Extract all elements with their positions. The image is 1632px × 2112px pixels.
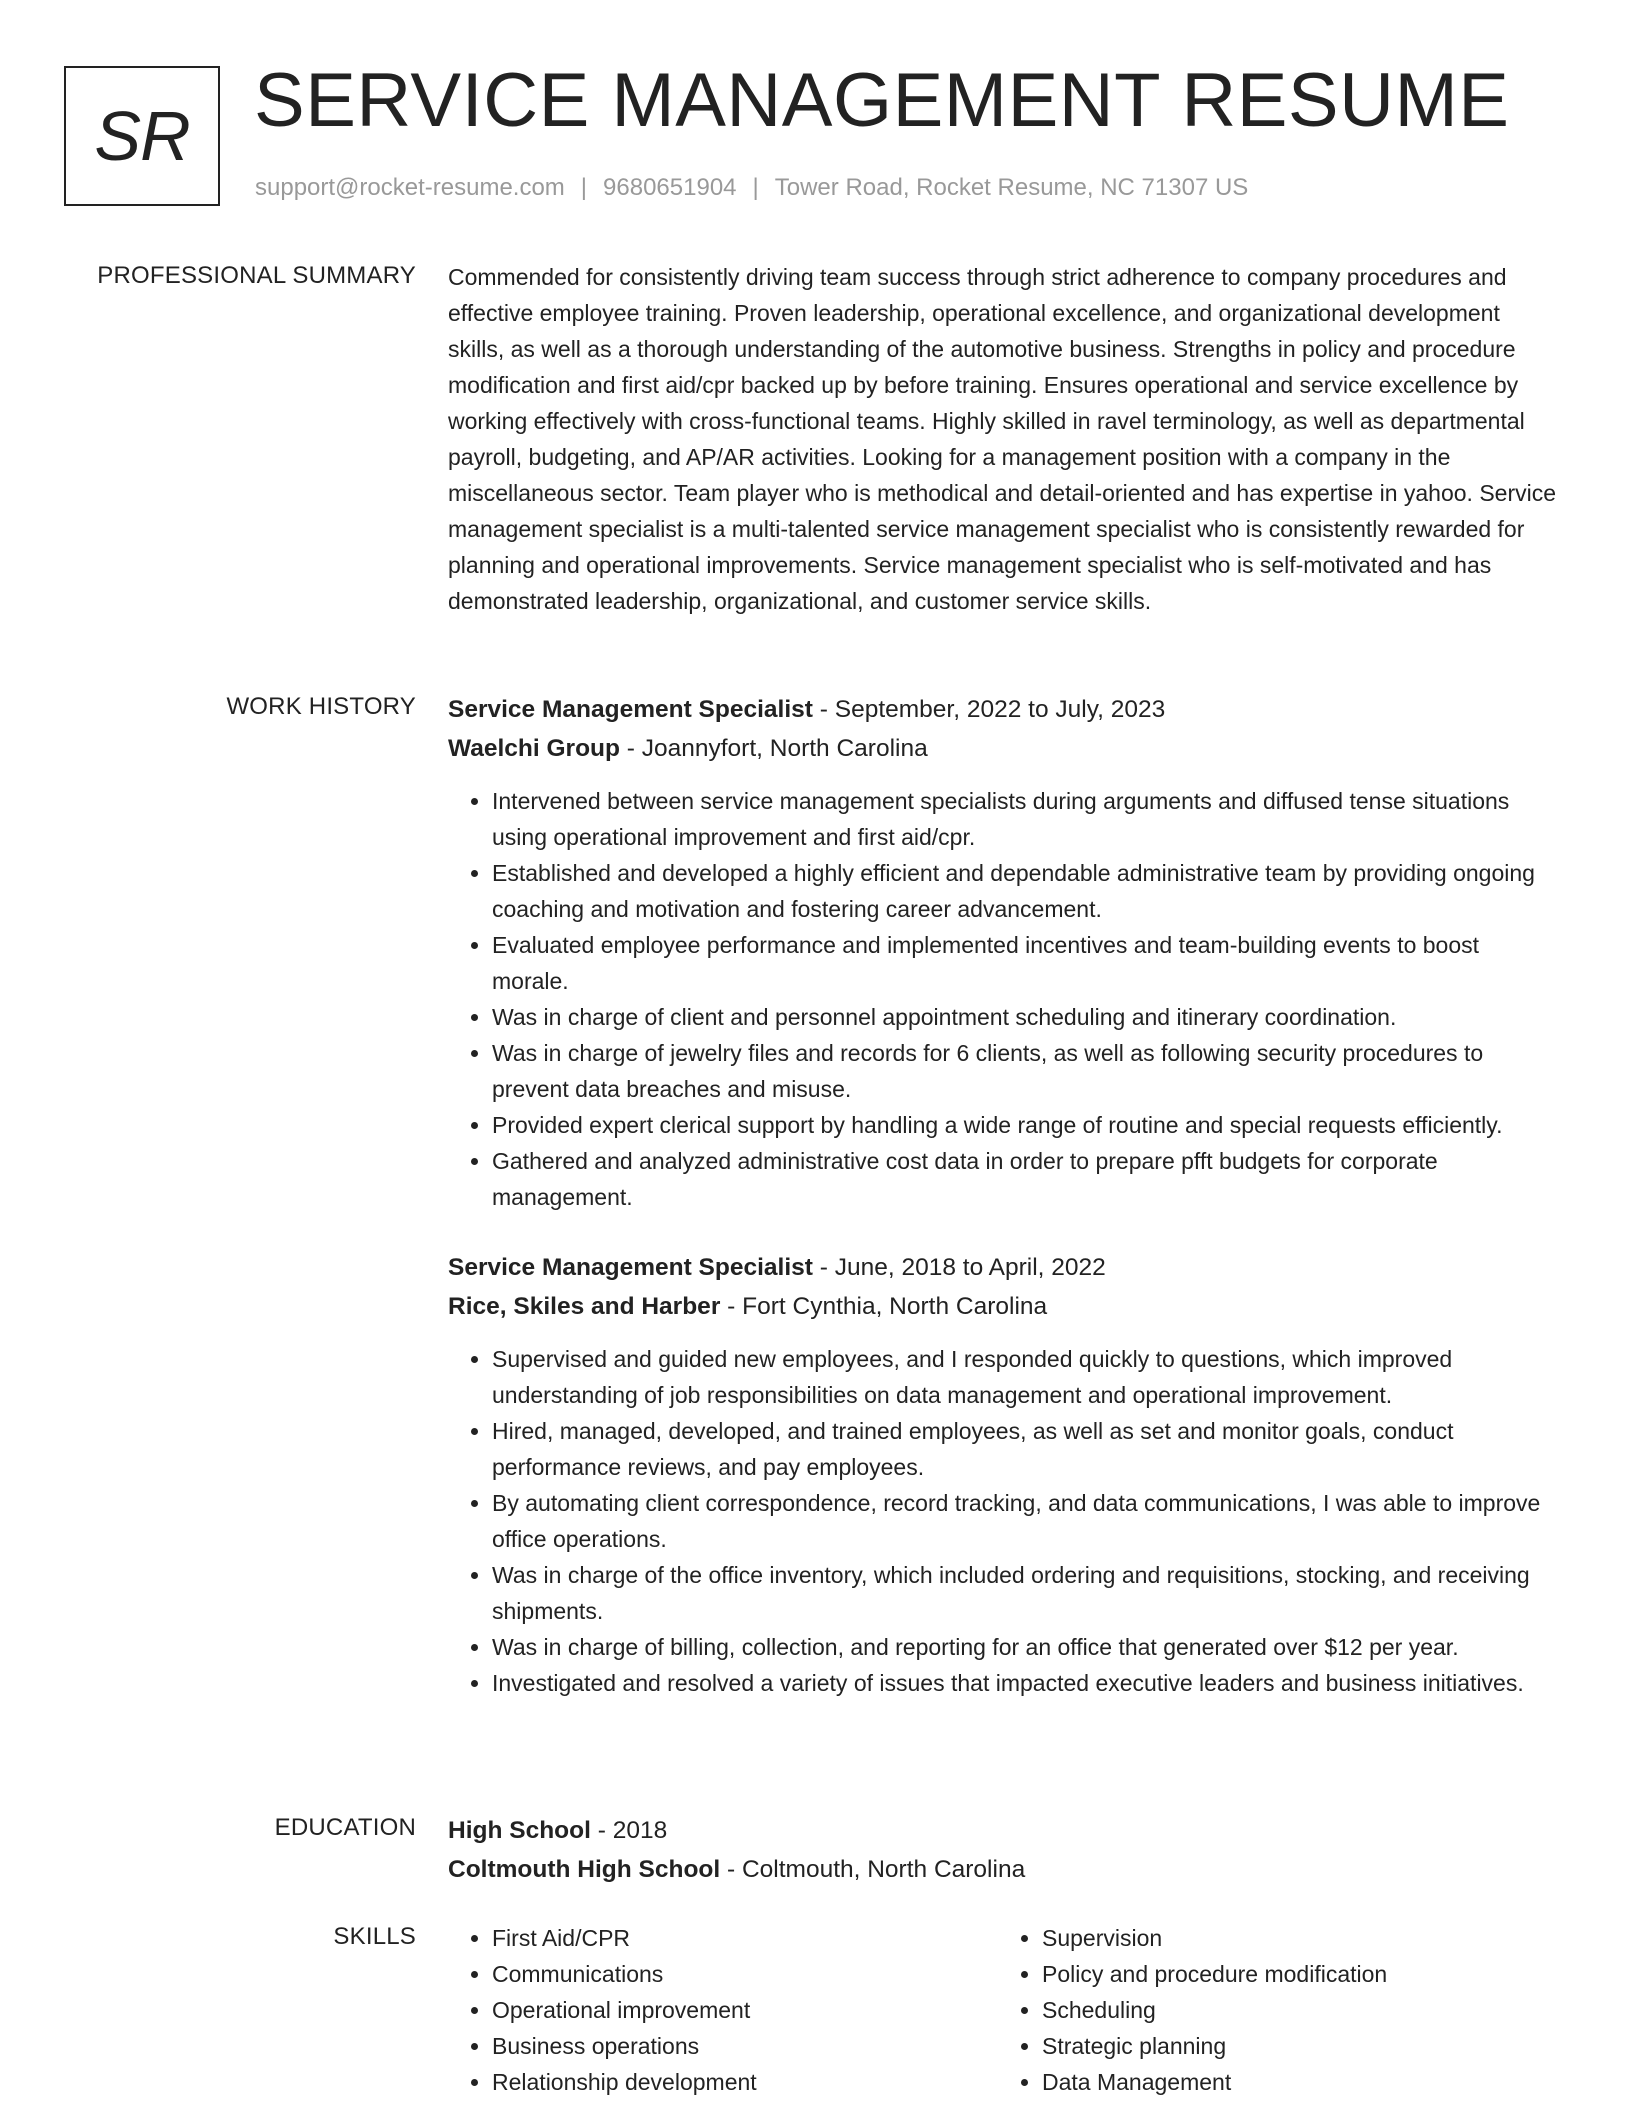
- skills-body: [448, 1920, 1560, 2100]
- education-body: [448, 1811, 1560, 1889]
- job-bullet: • Gathered and analyzed administrative cost data in order to prepare pfft budgets for corporate management.: [492, 1143, 1560, 1215]
- resume-title: SERVICE MANAGEMENT RESUME: [254, 58, 1510, 143]
- job-company-line: [448, 729, 1560, 768]
- education-school-line: [448, 1850, 1560, 1889]
- job-bullet: • Intervened between service management specialists during arguments and diffused tense situations using operational improvement and first aid/cpr.: [492, 783, 1560, 855]
- education-degree-line: [448, 1811, 1560, 1850]
- job-bullet: • Hired, managed, developed, and trained employees, as well as set and monitor goals, conduct performance reviews, and pay employees.: [492, 1413, 1560, 1485]
- skill-item: • Business operations: [492, 2028, 998, 2064]
- job-entry: [448, 690, 1560, 1215]
- contact-separator: |: [580, 174, 588, 201]
- job-company-line: [448, 1287, 1560, 1326]
- job-entry: [448, 1248, 1560, 1701]
- job-dates: - June, 2018 to April, 2022: [812, 1254, 1106, 1281]
- work-history-heading: WORK HISTORY: [226, 693, 416, 720]
- contact-phone[interactable]: 9680651904: [603, 174, 737, 201]
- job-title: Service Management Specialist: [448, 696, 813, 723]
- job-bullet: • Was in charge of client and personnel appointment scheduling and itinerary coordination.: [492, 999, 1560, 1035]
- skill-item: • First Aid/CPR: [492, 1920, 998, 1956]
- contact-separator: |: [752, 174, 759, 201]
- job-location: - Joannyfort, North Carolina: [619, 735, 928, 762]
- job-dates: - September, 2022 to July, 2023: [812, 696, 1166, 723]
- work-history-body: [448, 690, 1560, 1701]
- summary-text: Commended for consistently driving team success through strict adherence to company procedures and effective employee training. Proven leadership, operational excellence, and organizational development skills, as well as a thorough understanding of the automotive business. Strengths in policy and procedure modification and first aid/cpr backed up by before training. Ensures operational and service excellence by working effectively with cross-functional teams. Highly skilled in ravel terminology, as well as departmental payroll, budgeting, and AP/AR activities. Looking for a management position with a company in the miscellaneous sector. Team player who is methodical and detail-oriented and has expertise in yahoo. Service management specialist is a multi-talented service management specialist who is consistently rewarded for planning and operational improvements. Service management specialist who is self-motivated and has demonstrated leadership, organizational, and customer service skills.: [448, 264, 1557, 614]
- skill-item: • Supervision: [1042, 1920, 1548, 1956]
- skills-heading: SKILLS: [333, 1923, 416, 1950]
- job-title-line: [448, 1248, 1560, 1287]
- skill-item: • Data Management: [1042, 2064, 1548, 2100]
- skills-column-right: [998, 1920, 1548, 2100]
- job-bullet: • Was in charge of billing, collection, and reporting for an office that generated over $12 per year.: [492, 1629, 1560, 1665]
- skill-item: • Strategic planning: [1042, 2028, 1548, 2064]
- skill-item: • Operational improvement: [492, 1992, 998, 2028]
- skill-item: • Scheduling: [1042, 1992, 1548, 2028]
- job-bullet: • Was in charge of the office inventory, which included ordering and requisitions, stocking, and receiving shipments.: [492, 1557, 1560, 1629]
- contact-line: [255, 174, 1248, 202]
- job-bullet: • Supervised and guided new employees, and I responded quickly to questions, which improved understanding of job responsibilities on data management and operational improvement.: [492, 1341, 1560, 1413]
- job-bullets: [448, 783, 1560, 1215]
- job-bullet: • Investigated and resolved a variety of issues that impacted executive leaders and business initiatives.: [492, 1665, 1560, 1701]
- job-bullet: • Was in charge of jewelry files and records for 6 clients, as well as following security procedures to prevent data breaches and misuse.: [492, 1035, 1560, 1107]
- contact-email[interactable]: support@rocket-resume.com: [255, 174, 565, 201]
- contact-address: Tower Road, Rocket Resume, NC 71307 US: [774, 174, 1249, 201]
- summary-heading: PROFESSIONAL SUMMARY: [97, 262, 416, 289]
- monogram: SR: [64, 66, 220, 206]
- job-bullet: • Established and developed a highly efficient and dependable administrative team by providing ongoing coaching and motivation and fostering career advancement.: [492, 855, 1560, 927]
- education-school: Coltmouth High School: [448, 1856, 721, 1883]
- job-company: Rice, Skiles and Harber: [448, 1293, 721, 1320]
- job-bullet: • Provided expert clerical support by handling a wide range of routine and special requests efficiently.: [492, 1107, 1560, 1143]
- skill-item: • Policy and procedure modification: [1042, 1956, 1548, 1992]
- education-year: - 2018: [590, 1817, 668, 1844]
- job-bullet: • Evaluated employee performance and implemented incentives and team-building events to boost morale.: [492, 927, 1560, 999]
- job-title-line: [448, 690, 1560, 729]
- education-location: - Coltmouth, North Carolina: [720, 1856, 1026, 1883]
- skill-item: • Communications: [492, 1956, 998, 1992]
- skill-item: • Relationship development: [492, 2064, 998, 2100]
- job-location: - Fort Cynthia, North Carolina: [720, 1293, 1048, 1320]
- education-heading: EDUCATION: [274, 1814, 416, 1841]
- education-degree: High School: [448, 1817, 591, 1844]
- job-company: Waelchi Group: [448, 735, 620, 762]
- job-title: Service Management Specialist: [448, 1254, 813, 1281]
- skills-column-left: [448, 1920, 998, 2100]
- job-bullet: • By automating client correspondence, record tracking, and data communications, I was able to improve office operations.: [492, 1485, 1560, 1557]
- job-bullets: [448, 1341, 1560, 1701]
